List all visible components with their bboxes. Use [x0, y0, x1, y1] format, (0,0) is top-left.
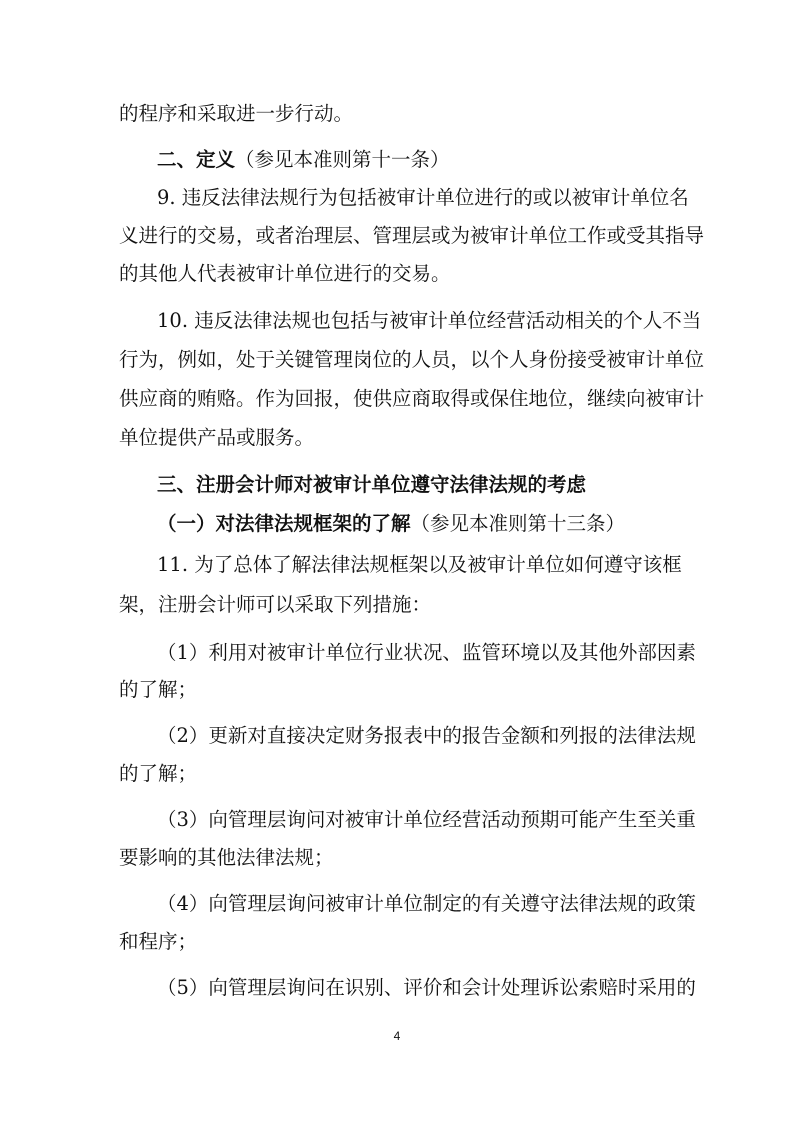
heading-text: 二、定义 [157, 148, 236, 171]
paragraph-10-line: 单位提供产品或服务。 [119, 426, 315, 449]
paragraph-11-line: 架，注册会计师可以采取下列措施： [119, 593, 432, 616]
section-heading-definitions [157, 147, 794, 173]
list-item-1-line: 的了解； [119, 678, 198, 701]
paragraph-9-line: 义进行的交易，或者治理层、管理层或为被审计单位工作或受其指导 [119, 224, 705, 247]
paragraph-line: 的程序和采取进一步行动。 [119, 102, 354, 125]
subheading-reference: （参见本准则第十三条） [410, 512, 626, 535]
list-item-3-line: 要影响的其他法律法规； [119, 846, 334, 869]
subsection-heading-framework [157, 511, 794, 537]
list-item-4-line: （4）向管理层询问被审计单位制定的有关遵守法律法规的政策 [157, 892, 696, 915]
list-item-4-line: 和程序； [119, 930, 198, 953]
paragraph-10-line: 10. 违反法律法规也包括与被审计单位经营活动相关的个人不当 [157, 309, 702, 332]
list-item-3-line: （3）向管理层询问对被审计单位经营活动预期可能产生至关重 [157, 808, 696, 831]
paragraph-9-line: 9. 违反法律法规行为包括被审计单位进行的或以被审计单位名 [157, 186, 689, 209]
page-number: 4 [393, 1029, 401, 1043]
list-item-2-line: （2）更新对直接决定财务报表中的报告金额和列报的法律法规 [157, 724, 696, 747]
paragraph-9-line: 的其他人代表被审计单位进行的交易。 [119, 262, 451, 285]
heading-reference: （参见本准则第十一条） [235, 148, 450, 171]
paragraph-10-line: 供应商的贿赂。作为回报，使供应商取得或保住地位，继续向被审计 [119, 387, 705, 410]
list-item-5-line: （5）向管理层询问在识别、评价和会计处理诉讼索赔时采用的 [157, 976, 696, 999]
list-item-1-line: （1）利用对被审计单位行业状况、监管环境以及其他外部因素 [157, 641, 696, 664]
section-heading-considerations: 三、注册会计师对被审计单位遵守法律法规的考虑 [157, 473, 587, 496]
paragraph-10-line: 行为，例如，处于关键管理岗位的人员，以个人身份接受被审计单位 [119, 348, 705, 371]
paragraph-11-line: 11. 为了总体了解法律法规框架以及被审计单位如何遵守该框 [157, 553, 682, 576]
list-item-2-line: 的了解； [119, 762, 198, 785]
subheading-text: （一）对法律法规框架的了解 [157, 512, 411, 535]
